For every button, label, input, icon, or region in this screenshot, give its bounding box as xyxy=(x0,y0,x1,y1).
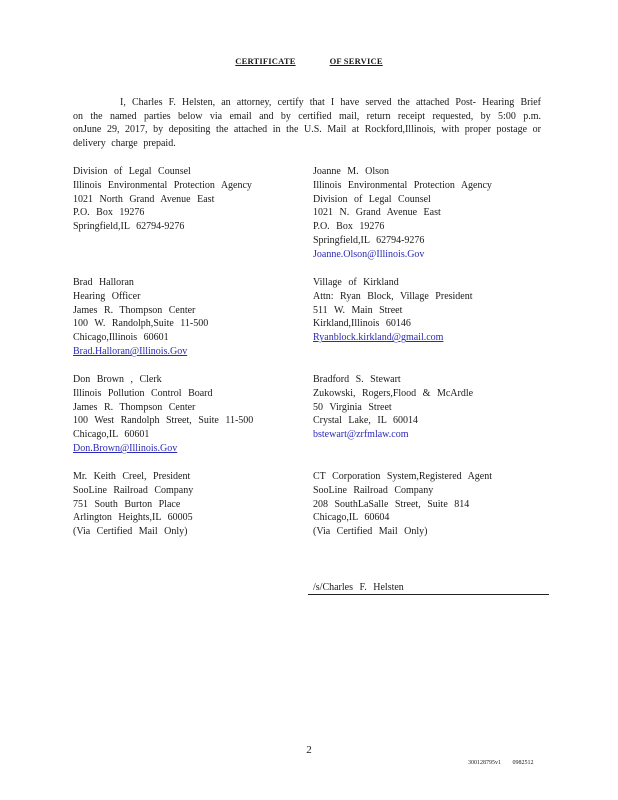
party-block-kirkland xyxy=(313,276,543,345)
page-number: 2 xyxy=(306,744,312,756)
address-line: Chicago,Illinois 60601 xyxy=(73,332,169,344)
email-link[interactable]: Brad.Halloran@Illinois.Gov xyxy=(73,345,188,357)
address-line: 751 South Burton Place xyxy=(73,498,181,510)
address-line: Springfield,IL 62794-9276 xyxy=(73,221,185,233)
document-number: 0982512 xyxy=(512,760,534,766)
title-part-1: CERTIFICATE xyxy=(235,56,296,66)
address-line: SooLine Railroad Company xyxy=(73,484,194,496)
address-line: P.O. Box 19276 xyxy=(313,221,385,233)
address-line: Attn: Ryan Block, Village President xyxy=(313,290,473,302)
address-line: Illinois Environmental Protection Agency xyxy=(313,179,492,191)
address-line: P.O. Box 19276 xyxy=(73,207,145,219)
party-block-creel xyxy=(73,470,303,539)
party-block-olson xyxy=(313,165,543,262)
document-id xyxy=(468,760,534,766)
document-code: 300128795v1 xyxy=(468,760,501,766)
address-line: Mr. Keith Creel, President xyxy=(73,471,191,482)
address-line: James R. Thompson Center xyxy=(73,401,196,413)
address-line: Joanne M. Olson xyxy=(313,166,390,177)
party-block-ct-corporation xyxy=(313,470,543,539)
address-line: Illinois Pollution Control Board xyxy=(73,387,213,399)
address-line: 1021 N. Grand Avenue East xyxy=(313,207,441,219)
address-line: (Via Certified Mail Only) xyxy=(313,526,428,538)
address-line: 50 Virginia Street xyxy=(313,401,392,413)
address-line: Crystal Lake, IL 60014 xyxy=(313,415,418,427)
party-block-stewart xyxy=(313,373,543,442)
address-line: 100 W. Randolph,Suite 11-500 xyxy=(73,318,209,330)
address-line: Bradford S. Stewart xyxy=(313,374,401,385)
page-title xyxy=(0,56,618,66)
party-block-brown xyxy=(73,373,303,456)
party-block-halloran xyxy=(73,276,303,359)
address-line: Brad Halloran xyxy=(73,277,134,288)
address-line: SooLine Railroad Company xyxy=(313,484,434,496)
address-line: Division of Legal Counsel xyxy=(73,166,191,177)
address-line: (Via Certified Mail Only) xyxy=(73,526,188,538)
address-line: Division of Legal Counsel xyxy=(313,193,431,205)
email-link[interactable]: Joanne.Olson@Illinois.Gov xyxy=(313,248,425,260)
title-part-2: OF SERVICE xyxy=(329,56,383,66)
address-line: Springfield,IL 62794-9276 xyxy=(313,234,425,246)
address-line: Chicago,IL 60604 xyxy=(313,512,390,524)
address-line: Village of Kirkland xyxy=(313,277,399,288)
signature-line: /s/Charles F. Helsten xyxy=(308,581,549,595)
address-line: Chicago,IL 60601 xyxy=(73,429,150,441)
address-line: 1021 North Grand Avenue East xyxy=(73,193,215,205)
email-link[interactable]: bstewart@zrfmlaw.com xyxy=(313,429,409,441)
address-line: Zukowski, Rogers,Flood & McArdle xyxy=(313,387,474,399)
party-block-legal-counsel xyxy=(73,165,303,234)
address-line: CT Corporation System,Registered Agent xyxy=(313,471,493,482)
email-link[interactable]: Ryanblock.kirkland@gmail.com xyxy=(313,332,444,344)
address-line: Don Brown , Clerk xyxy=(73,374,162,385)
intro-paragraph: I, Charles F. Helsten, an attorney, certify that I have served the attached Post- Hearing Brief on the named parties below via email and by certified mail, return receipt requested, by 5:00 p.m. onJune 29, 2017, by depositing the attached in the U.S. Mail at Rockford,Illinois, with proper postage or delivery charge prepaid. xyxy=(73,97,541,149)
email-link[interactable]: Don.Brown@Illinois.Gov xyxy=(73,442,178,454)
address-line: Hearing Officer xyxy=(73,290,141,302)
address-line: 208 SouthLaSalle Street, Suite 814 xyxy=(313,498,470,510)
address-line: 511 W. Main Street xyxy=(313,304,403,316)
address-line: James R. Thompson Center xyxy=(73,304,196,316)
address-line: Arlington Heights,IL 60005 xyxy=(73,512,193,524)
address-line: Illinois Environmental Protection Agency xyxy=(73,179,252,191)
address-line: Kirkland,Illinois 60146 xyxy=(313,318,411,330)
address-line: 100 West Randolph Street, Suite 11-500 xyxy=(73,415,254,427)
